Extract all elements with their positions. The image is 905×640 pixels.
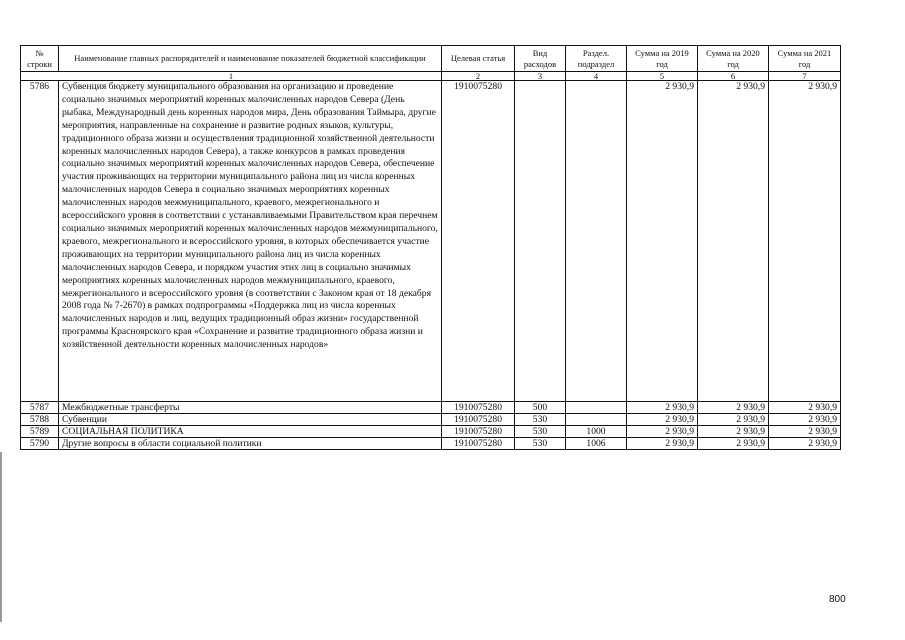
row-section: 1000 (566, 426, 627, 438)
table-row (21, 81, 841, 402)
row-section (566, 402, 627, 414)
row-section: 1006 (566, 438, 627, 450)
row-sum-2019: 2 930,9 (627, 402, 698, 414)
table-row (21, 426, 841, 438)
row-name: Субвенции (59, 414, 442, 426)
row-sum-2020: 2 930,9 (698, 438, 769, 450)
column-number: 2 (442, 72, 515, 81)
row-sum-2020: 2 930,9 (698, 402, 769, 414)
row-sum-2021: 2 930,9 (769, 81, 841, 402)
row-target-article: 1910075280 (442, 402, 515, 414)
row-number: 5786 (21, 81, 59, 402)
row-number: 5787 (21, 402, 59, 414)
row-name: Межбюджетные трансферты (59, 402, 442, 414)
row-expense-kind (515, 81, 566, 402)
row-expense-kind: 530 (515, 426, 566, 438)
header-target-article: Целевая статья (442, 46, 515, 72)
scan-edge-mark (0, 452, 2, 622)
row-number: 5790 (21, 438, 59, 450)
row-expense-kind: 530 (515, 438, 566, 450)
column-number: 7 (769, 72, 841, 81)
row-sum-2020: 2 930,9 (698, 81, 769, 402)
column-number-row (21, 72, 841, 81)
row-section (566, 414, 627, 426)
header-name: Наименование главных распорядителей и наименование показателей бюджетной классификации (59, 46, 442, 72)
column-number: 4 (566, 72, 627, 81)
table-row (21, 402, 841, 414)
row-number: 5788 (21, 414, 59, 426)
row-sum-2021: 2 930,9 (769, 438, 841, 450)
row-sum-2021: 2 930,9 (769, 402, 841, 414)
row-sum-2019: 2 930,9 (627, 438, 698, 450)
row-target-article: 1910075280 (442, 81, 515, 402)
column-number: 6 (698, 72, 769, 81)
row-section (566, 81, 627, 402)
row-sum-2021: 2 930,9 (769, 414, 841, 426)
row-sum-2020: 2 930,9 (698, 414, 769, 426)
table-row (21, 438, 841, 450)
row-name: Другие вопросы в области социальной политики (59, 438, 442, 450)
page-number: 800 (829, 594, 846, 605)
header-expense-kind: Вид расходов (515, 46, 566, 72)
column-number: 1 (21, 72, 442, 81)
table-row (21, 414, 841, 426)
row-target-article: 1910075280 (442, 414, 515, 426)
row-number: 5789 (21, 426, 59, 438)
header-section: Раздел. подраздел (566, 46, 627, 72)
row-name: Субвенция бюджету муниципального образования на организацию и проведение социально значимых мероприятий коренных малочисленных народов Севера (День рыбака, Международный день коренных народов мира, День образования Таймыра, другие мероприятия, направленные на сохранение и развитие родных языков, культуры, традиционного образа жизни и осуществления традиционной хозяйственной деятельности коренных малочисленных народов Севера), а также конкурсов в рамках проведения социально значимых мероприятий коренных малочисленных народов Севера, обеспечение участия проживающих на территории муниципального района лиц из числа коренных малочисленных народов Севера в социально значимых мероприятиях коренных малочисленных народов межмуниципального, краевого, межрегионального и всероссийского уровня в соответствии с устанавливаемыми Правительством края перечнем социально значимых мероприятий коренных малочисленных народов межмуниципального, краевого, межрегионального и всероссийского уровня, в которых обеспечивается участие проживающих на территории муниципального района лиц из числа коренных малочисленных народов Севера, и порядком участия этих лиц в социально значимых мероприятиях коренных малочисленных народов межмуниципального, краевого, межрегионального и всероссийского уровня (в соответствии с Законом края от 18 декабря 2008 года № 7-2670) в рамках подпрограммы «Поддержка лиц из числа коренных малочисленных народов и лиц, ведущих традиционный образ жизни» государственной программы Красноярского края «Сохранение и развитие традиционного образа жизни и хозяйственной деятельности коренных малочисленных народов» (59, 81, 442, 402)
header-row (21, 46, 841, 72)
budget-table (20, 45, 841, 450)
row-expense-kind: 530 (515, 414, 566, 426)
row-sum-2019: 2 930,9 (627, 426, 698, 438)
row-target-article: 1910075280 (442, 426, 515, 438)
header-row-no: № строки (21, 46, 59, 72)
row-name: СОЦИАЛЬНАЯ ПОЛИТИКА (59, 426, 442, 438)
row-sum-2019: 2 930,9 (627, 414, 698, 426)
column-number: 3 (515, 72, 566, 81)
row-target-article: 1910075280 (442, 438, 515, 450)
header-sum-2020: Сумма на 2020 год (698, 46, 769, 72)
header-sum-2019: Сумма на 2019 год (627, 46, 698, 72)
header-sum-2021: Сумма на 2021 год (769, 46, 841, 72)
row-sum-2020: 2 930,9 (698, 426, 769, 438)
column-number: 5 (627, 72, 698, 81)
row-sum-2021: 2 930,9 (769, 426, 841, 438)
row-expense-kind: 500 (515, 402, 566, 414)
row-sum-2019: 2 930,9 (627, 81, 698, 402)
